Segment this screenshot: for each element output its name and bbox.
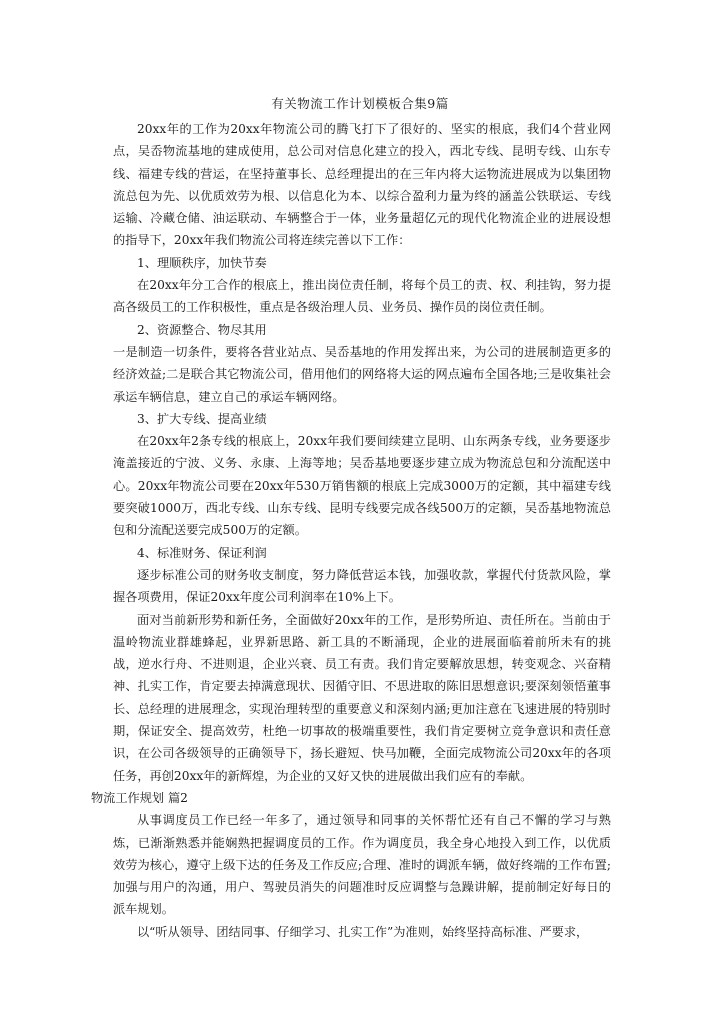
- paragraph: 逐步标准公司的财务收支制度，努力降低营运本钱，加强收款，掌握代付货款风险，掌握各项费用，保证20xx年度公司利润率在10%上下。: [113, 567, 611, 605]
- section-heading: 2、资源整合、物尽其用: [137, 322, 267, 337]
- paragraph: 20xx年的工作为20xx年物流公司的腾飞打下了很好的、坚实的根底，我们4个营业网点，吴岙物流基地的建成使用，总公司对信息化建立的投入，西北专线、昆明专线、山东专线、福建专线的营运，在坚持董事长、总经理提出的在三年内将大运物流进展成为以集团物流总包为先、以优质效劳为根、以信息化为本、以综合盈利力量为终的涵盖公铁联运、专线运输、冷藏仓储、油运联动、车辆整合于一体，业务量超亿元的现代化物流企业的进展设想的指导下，20xx年我们物流公司将连续完善以下工作：: [113, 122, 611, 248]
- paragraph: 在20xx年2条专线的根底上，20xx年我们要间续建立昆明、山东两条专线，业务要逐步淹盖接近的宁波、义务、永康、上海等地；吴岙基地要逐步建立成为物流总包和分流配送中心。20xx年物流公司要在20xx年530万销售额的根底上完成3000万的定额，其中福建专线要突破1000万，西北专线、山东专线、昆明专线要完成各线500万的定额，吴岙基地物流总包和分流配送要完成500万的定额。: [113, 434, 611, 538]
- paragraph: 在20xx年分工合作的根底上，推出岗位责任制，将每个员工的责、权、利挂钩，努力提高各级员工的工作积极性，重点是各级治理人员、业务员、操作员的岗位责任制。: [113, 278, 611, 315]
- paragraph: 从事调度员工作已经一年多了，通过领导和同事的关怀帮忙还有自己不懈的学习与熟炼，已渐渐熟悉并能娴熟把握调度员的工作。作为调度员，我全身心地投入到工作，以优质效劳为核心，遵守上级下达的任务及工作反应;合理、准时的调派车辆，做好终端的工作布置;加强与用户的沟通，用户、驾驶员消失的问题准时反应调整与急躁讲解，提前制定好每日的派车规划。: [113, 813, 611, 917]
- paragraph: 以“听从领导、团结同事、仔细学习、扎实工作”为准则，始终坚持高标准、严要求，: [137, 924, 589, 939]
- paragraph: 一是制造一切条件，要将各营业站点、吴岙基地的作用发挥出来，为公司的进展制造更多的经济效益;二是联合其它物流公司，借用他们的网络将大运的网点遍布全国各地;三是收集社会承运车辆信息，建立自己的承运车辆网络。: [113, 344, 611, 404]
- document-title: 有关物流工作计划模板合集9篇: [271, 96, 449, 111]
- document-body: [91, 118, 611, 943]
- section-heading: 4、标准财务、保证利润: [137, 545, 267, 560]
- section-heading: 1、理顺秩序，加快节奏: [137, 255, 267, 270]
- section-heading: 3、扩大专线、提高业绩: [137, 411, 267, 426]
- subheading: 物流工作规划 篇2: [91, 790, 188, 805]
- paragraph: 面对当前新形势和新任务，全面做好20xx年的工作，是形势所迫、责任所在。当前由于温岭物流业群雄蜂起，业界新思路、新工具的不断涌现，企业的进展面临着前所未有的挑战，逆水行舟、不进则退，企业兴衰、员工有责。我们肯定要解放思想，转变观念、兴奋精神、扎实工作，肯定要去掉满意现状、因循守旧、不思进取的陈旧思想意识;要深刻领悟董事长、总经理的进展理念，实现治理转型的重要意义和深刻内涵;更加注意在飞速进展的特别时期，保证安全、提高效劳，杜绝一切事故的极端重要性，我们肯定要树立竞争意识和责任意识，在公司各级领导的正确领导下，扬长避短、快马加鞭，全面完成物流公司20xx年的各项任务，再创20xx年的新辉煌，为企业的又好又快的进展做出我们应有的奉献。: [113, 612, 611, 783]
